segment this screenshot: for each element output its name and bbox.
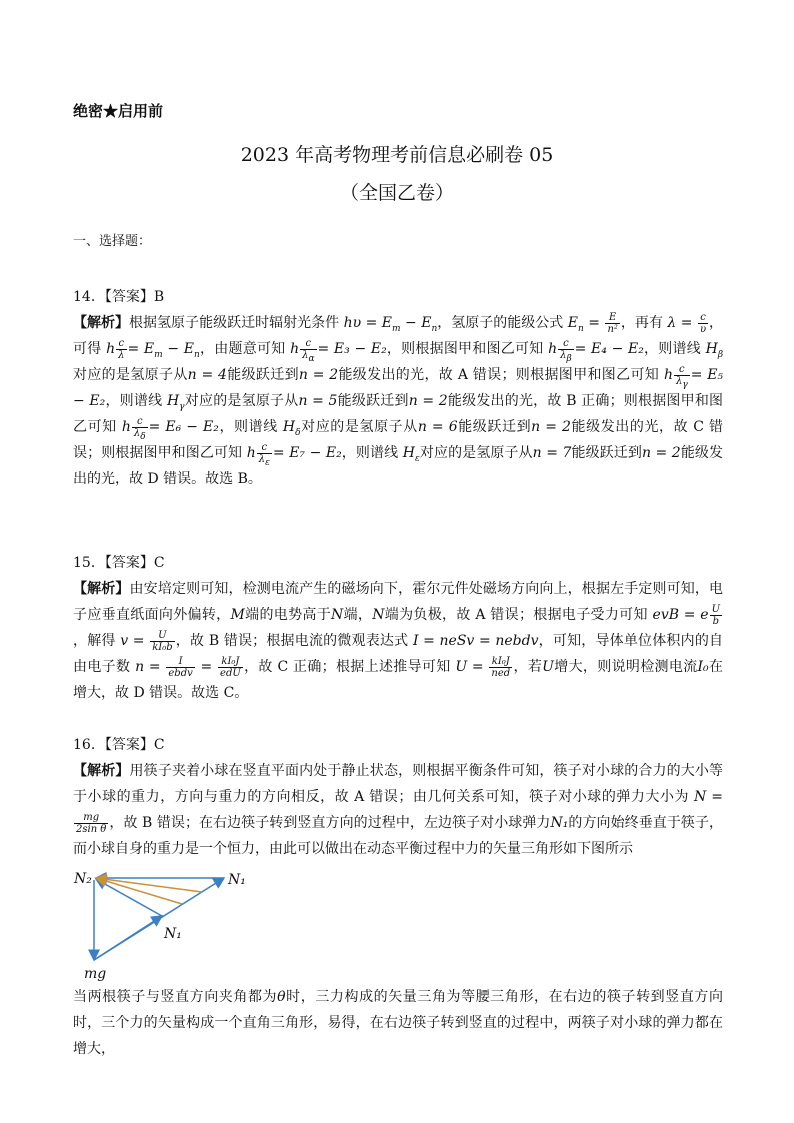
frac-u-ki0b: $\frac{U}{\text{kI₀b}}$	[152, 629, 173, 653]
frac-c-lambda-gamma: $\frac{c}{\lambda_\gamma}$	[675, 363, 688, 390]
frac-ki0j-ned: $\frac{\text{kI₀J}}{\text{ned}}$	[491, 655, 511, 679]
force-triangle-diagram	[72, 866, 272, 988]
frac-ki0j-edu: $\frac{\text{kI₀J}}{\text{edU}}$	[220, 655, 241, 679]
question-16	[73, 732, 723, 862]
label-n2: N₂	[74, 871, 92, 887]
label-mg: mg	[84, 966, 107, 982]
question-15	[73, 550, 723, 706]
frac-u-b: $\frac{U}{b}$	[711, 603, 721, 627]
q15-analysis: 【解析】由安培定则可知，检测电流产生的磁场向下，霍尔元件处磁场方向向上，根据左手定则可知，电子应垂直纸面向外偏转，M端的电势高于N端，N端为负极，故 A 错误；根据电子受力可知 evB = e $\frac{U}{b}$ ，解得 v = $\frac{U}{\text{kI₀b}}$ ，故 B 错误；根据电流的微观表达式 I = neSv = nebdv，可知，导体单位体积内的自由电子数 n = $\frac{I}{\text{ebdv}}$ = $\frac{\text{kI₀J}}{\text{edU}}$ ，故 C 正确；根据上述推导可知 U = $\frac{\text{kI₀J}}{\text{ned}}$ ，若U增大，则说明检测电流I₀在增大，故 D 错误。故选 C。	[73, 581, 724, 701]
label-n1-mid: N₁	[164, 926, 182, 942]
confidential-label: 绝密★启用前	[73, 102, 164, 120]
frac-c-lambda-7: $\frac{c}{\lambda_\varepsilon}$	[258, 441, 270, 468]
q16-answer: 16．【答案】C	[73, 737, 165, 753]
frac-c-lambda: $\frac{c}{\lambda}$	[118, 337, 125, 361]
n2-alt-vector-1	[96, 878, 202, 892]
label-n1-top: N₁	[228, 872, 246, 888]
q14-answer: 14．【答案】B	[73, 289, 165, 305]
frac-mg-2sin: $\frac{mg}{\text{2sin θ}}$	[76, 811, 107, 835]
frac-c-v: $\frac{c}{\upsilon}$	[699, 311, 707, 335]
frac-i-ebdv: $\frac{I}{\text{ebdv}}$	[168, 655, 193, 679]
n1-mid-vector	[94, 916, 162, 960]
frac-c-lambda-delta: $\frac{c}{\lambda_\delta}$	[133, 415, 146, 442]
page-title: 2023 年高考物理考前信息必刷卷 05	[240, 144, 554, 166]
force-triangle-svg	[72, 866, 272, 984]
n2-alt-vector-2	[96, 878, 182, 904]
question-16-continued	[73, 984, 723, 1062]
page-subtitle: （全国乙卷）	[339, 182, 454, 204]
frac-e1-n2: $\frac{E}{\text{n²}}$	[607, 311, 618, 335]
q14-analysis: 【解析】根据氢原子能级跃迁时辐射光条件 $h\upsilon = E_m - E_n$，氢原子的能级公式 $E_n$ = $\frac{E}{\text{n²}}$ ，再有 λ = $\frac{c}{\upsilon}$ ，可得 h $\frac{c}{\lambda}$ = $E_m - E_n$，由题意可知 h $\frac{c}{\lambda_\alpha}$ = E₃ − E₂，则根据图甲和图乙可知 h $\frac{c}{\lambda_\beta}$ = E₄ − E₂，则谱线 $H_\beta$对应的是氢原子从n = 4能级跃迁到n = 2能级发出的光，故 A 错误；则根据图甲和图乙可知 h $\frac{c}{\lambda_\gamma}$ = E₅ − E₂，则谱线 $H_\gamma$对应的是氢原子从n = 5能级跃迁到n = 2能级发出的光，故 B 正确；则根据图甲和图乙可知 h $\frac{c}{\lambda_\delta}$ = E₆ − E₂，则谱线 $H_\delta$对应的是氢原子从n = 6能级跃迁到n = 2能级发出的光，故 C 错误；则根据图甲和图乙可知 h $\frac{c}{\lambda_\varepsilon}$ = E₇ − E₂，则谱线 $H_\varepsilon$对应的是氢原子从n = 7能级跃迁到n = 2能级发出的光，故 D 错误。故选 B。	[73, 311, 724, 487]
n2-mid-vector	[96, 879, 162, 916]
q16-analysis-cont: 当两根筷子与竖直方向夹角都为θ时，三力构成的矢量三角为等腰三角形，在右边的筷子转到竖直方向时，三个力的矢量构成一个直角三角形，易得，在右边筷子转到竖直的过程中，两筷子对小球的弹力都在增大，	[73, 989, 724, 1057]
q15-answer: 15．【答案】C	[73, 555, 165, 571]
frac-c-lambda-alpha: $\frac{c}{\lambda_\alpha}$	[302, 337, 315, 364]
q16-analysis: 【解析】用筷子夹着小球在竖直平面内处于静止状态，则根据平衡条件可知，筷子对小球的合力的大小等于小球的重力，方向与重力的方向相反，故 A 错误；由几何关系可知，筷子对小球的弹力大小为 N = $\frac{mg}{\text{2sin θ}}$ ，故 B 错误；在右边筷子转到竖直方向的过程中，左边筷子对小球弹力N₁的方向始终垂直于筷子，而小球自身的重力是一个恒力，由此可以做出在动态平衡过程中力的矢量三角形如下图所示	[73, 763, 724, 857]
frac-c-lambda-beta: $\frac{c}{\lambda_\beta}$	[560, 337, 572, 364]
section-heading: 一、选择题：	[73, 234, 152, 249]
question-14	[73, 284, 723, 492]
